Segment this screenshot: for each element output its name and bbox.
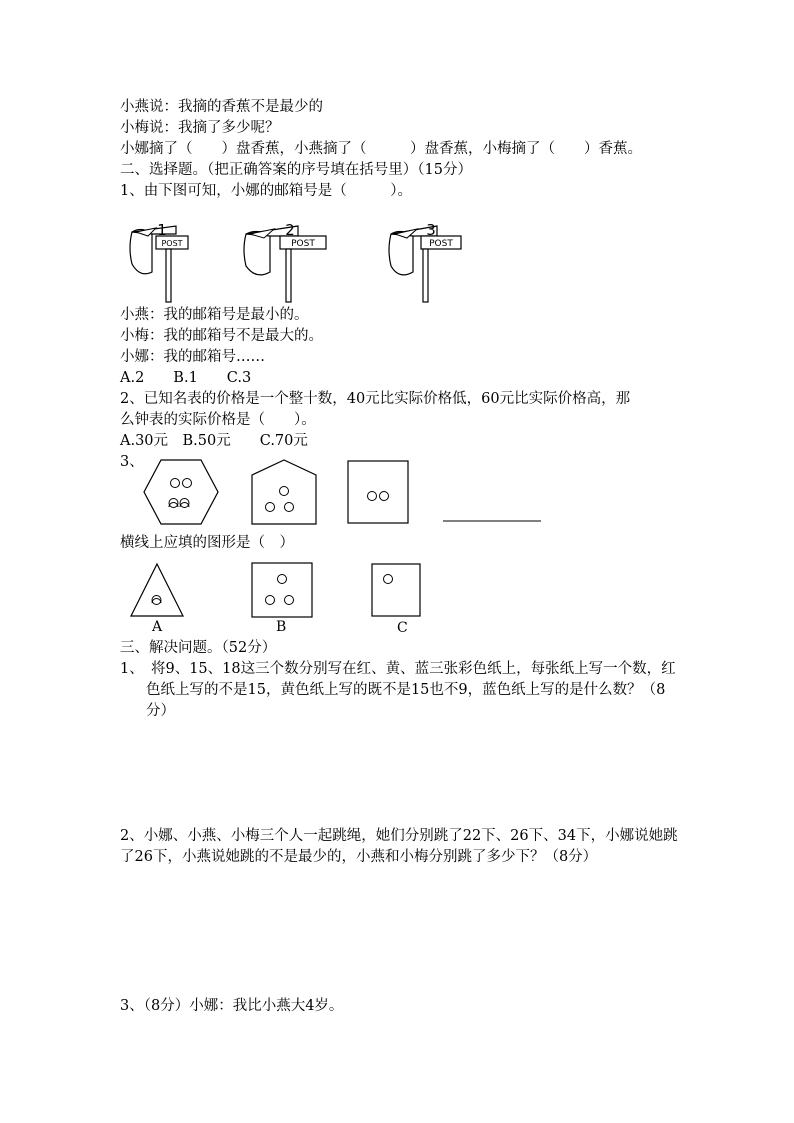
problem-1: 1、 将9、15、18这三个数分别写在红、黄、蓝三张彩色纸上，每张纸上写一个数，红色纸上写的不是15，黄色纸上写的既不是15也不9，蓝色纸上写的是什么数？（8分） <box>120 661 676 719</box>
mailbox-2-post-label: POST <box>291 239 315 249</box>
mailbox-3-number: 3 <box>426 221 436 239</box>
question-2-options: A.30元 B.50元 C.70元 <box>120 433 308 449</box>
mailbox-2-icon <box>240 218 330 304</box>
statement-xiaomei: 小梅：我的邮箱号不是最大的。 <box>120 328 323 344</box>
option-c-label: C <box>397 620 408 636</box>
statement-xiaona: 小娜：我的邮箱号…… <box>120 349 265 365</box>
section-3-heading: 三、解决问题。（52分） <box>120 640 277 656</box>
line-xiaomei-says: 小梅说：我摘了多少呢？ <box>120 120 280 136</box>
mailbox-1-icon <box>126 218 196 304</box>
question-3-number: 3、 <box>120 454 144 470</box>
option-a-triangle-shape <box>130 563 184 617</box>
question-3-prompt: 横线上应填的图形是（ ） <box>120 535 294 551</box>
section-2-heading: 二、选择题。（把正确答案的序号填在括号里）（15分） <box>120 162 472 178</box>
question-2-line-2: 么钟表的实际价格是（ ）。 <box>120 412 316 428</box>
problem-3: 3、（8分）小娜：我比小燕大4岁。 <box>120 998 344 1014</box>
hexagon-shape <box>143 459 219 525</box>
answer-blank-line <box>443 519 541 523</box>
statement-xiaoyan: 小燕：我的邮箱号是最小的。 <box>120 307 309 323</box>
question-1-options: A.2 B.1 C.3 <box>120 370 252 386</box>
option-b-square-shape <box>251 562 313 618</box>
question-1: 1、由下图可知，小娜的邮箱号是（ ）。 <box>120 183 412 199</box>
square-shape <box>347 460 409 524</box>
mailbox-3-post-label: POST <box>429 239 453 249</box>
option-c-square-shape <box>371 563 421 617</box>
pentagon-house-shape <box>251 459 317 525</box>
mailbox-1-number: 1 <box>157 221 167 239</box>
option-a-label: A <box>152 619 163 635</box>
mailbox-3-icon <box>385 218 465 304</box>
line-xiaoyan-says: 小燕说：我摘的香蕉不是最少的 <box>120 99 323 115</box>
option-b-label: B <box>276 619 287 635</box>
mailbox-2-number: 2 <box>285 221 295 239</box>
question-2-line-1: 2、已知名表的价格是一个整十数，40元比实际价格低，60元比实际价格高，那 <box>120 391 631 407</box>
line-banana-blanks: 小娜摘了（ ）盘香蕉，小燕摘了（ ）盘香蕉，小梅摘了（ ）香蕉。 <box>120 141 642 157</box>
mailbox-1-post-label: POST <box>161 239 183 248</box>
problem-2: 2、小娜、小燕、小梅三个人一起跳绳，她们分别跳了22下、26下、34下，小娜说她跳了26下，小燕说她跳的不是最少的，小燕和小梅分别跳了多少下？（8分） <box>120 828 678 865</box>
